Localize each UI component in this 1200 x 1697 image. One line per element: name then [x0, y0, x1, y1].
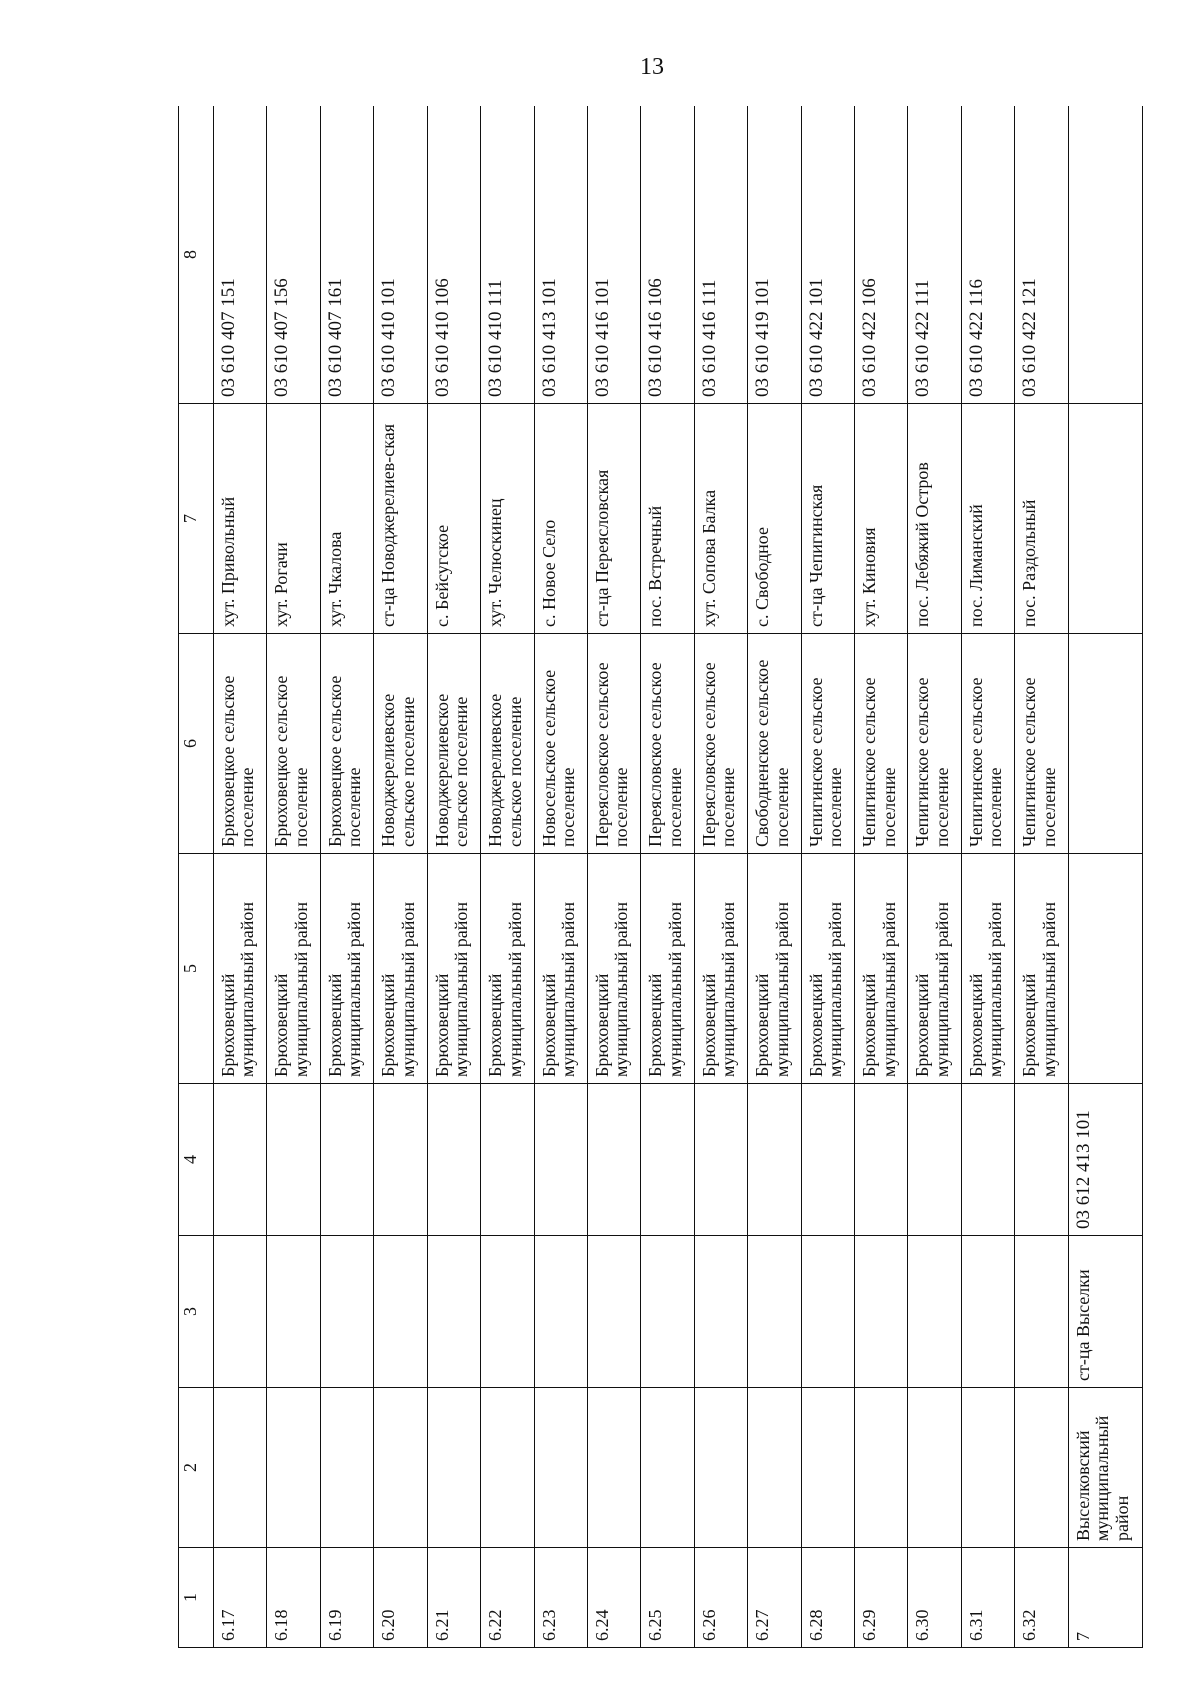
table-body [214, 106, 1143, 1648]
table-row [855, 106, 908, 1648]
settlement-cell: Переясловское сельское поселение [641, 634, 694, 854]
table-row [534, 106, 587, 1648]
locality-cell: ст-ца Чепигинская [801, 404, 854, 634]
settlement-cell: Брюховецкое сельское поселение [267, 634, 320, 854]
locality-code-cell: 03 610 407 156 [267, 106, 320, 404]
row-number-cell: 6.21 [427, 1548, 480, 1648]
municipal-district-cell: Брюховецкий муниципальный район [694, 854, 747, 1084]
locality-cell: с. Свободное [748, 404, 801, 634]
page-number: 13 [640, 54, 664, 80]
header-cell-5: 5 [179, 854, 214, 1084]
municipal-district-cell: Брюховецкий муниципальный район [534, 854, 587, 1084]
municipal-district-cell: Брюховецкий муниципальный район [320, 854, 373, 1084]
center-code-cell [587, 1084, 640, 1236]
settlement-table [178, 106, 1143, 1648]
center-cell [587, 1236, 640, 1388]
row-number-cell: 6.30 [908, 1548, 961, 1648]
header-cell-3: 3 [179, 1236, 214, 1388]
settlement-cell: Чепигинское сельское поселение [1015, 634, 1068, 854]
locality-cell: хут. Киновия [855, 404, 908, 634]
table-row [961, 106, 1014, 1648]
center-code-cell [481, 1084, 534, 1236]
municipal-district-cell [1068, 854, 1142, 1084]
locality-code-cell: 03 610 422 101 [801, 106, 854, 404]
locality-cell: ст-ца Новоджерелиев-ская [374, 404, 427, 634]
settlement-cell: Брюховецкое сельское поселение [320, 634, 373, 854]
district-cell [587, 1388, 640, 1548]
locality-cell: хут. Сопова Балка [694, 404, 747, 634]
district-cell [961, 1388, 1014, 1548]
locality-code-cell: 03 610 413 101 [534, 106, 587, 404]
district-cell [1015, 1388, 1068, 1548]
center-code-cell [1015, 1084, 1068, 1236]
locality-cell: пос. Лиманский [961, 404, 1014, 634]
header-row [179, 106, 214, 1648]
locality-cell: хут. Рогачи [267, 404, 320, 634]
row-number-cell: 6.28 [801, 1548, 854, 1648]
center-cell [641, 1236, 694, 1388]
district-cell [855, 1388, 908, 1548]
locality-code-cell: 03 610 422 111 [908, 106, 961, 404]
district-cell [374, 1388, 427, 1548]
center-cell [481, 1236, 534, 1388]
locality-code-cell: 03 610 416 111 [694, 106, 747, 404]
header-cell-2: 2 [179, 1388, 214, 1548]
row-number-cell: 6.20 [374, 1548, 427, 1648]
locality-code-cell: 03 610 422 121 [1015, 106, 1068, 404]
locality-code-cell: 03 610 416 106 [641, 106, 694, 404]
center-cell [427, 1236, 480, 1388]
row-number-cell: 6.32 [1015, 1548, 1068, 1648]
locality-cell: хут. Челюскинец [481, 404, 534, 634]
center-cell [320, 1236, 373, 1388]
settlement-cell: Новоджерелиевское сельское поселение [374, 634, 427, 854]
table-row [641, 106, 694, 1648]
center-code-cell [694, 1084, 747, 1236]
district-cell [534, 1388, 587, 1548]
center-cell [801, 1236, 854, 1388]
district-cell [908, 1388, 961, 1548]
municipal-district-cell: Брюховецкий муниципальный район [481, 854, 534, 1084]
municipal-district-cell: Брюховецкий муниципальный район [1015, 854, 1068, 1084]
district-cell: Выселковский муниципальный район [1068, 1388, 1142, 1548]
header-cell-7: 7 [179, 404, 214, 634]
district-cell [801, 1388, 854, 1548]
table-row [801, 106, 854, 1648]
rotated-table-container [178, 106, 1143, 1648]
center-code-cell [374, 1084, 427, 1236]
center-code-cell [320, 1084, 373, 1236]
row-number-cell: 6.17 [214, 1548, 267, 1648]
header-cell-6: 6 [179, 634, 214, 854]
center-code-cell [641, 1084, 694, 1236]
locality-code-cell [1068, 106, 1142, 404]
settlement-cell: Новоджерелиевское сельское поселение [481, 634, 534, 854]
settlement-cell: Переясловское сельское поселение [694, 634, 747, 854]
settlement-cell: Чепигинское сельское поселение [908, 634, 961, 854]
locality-code-cell: 03 610 410 106 [427, 106, 480, 404]
locality-cell: пос. Раздольный [1015, 404, 1068, 634]
locality-cell: пос. Лебяжий Остров [908, 404, 961, 634]
center-code-cell [427, 1084, 480, 1236]
locality-code-cell: 03 610 407 161 [320, 106, 373, 404]
row-number-cell: 7 [1068, 1548, 1142, 1648]
row-number-cell: 6.25 [641, 1548, 694, 1648]
table-row [267, 106, 320, 1648]
district-cell [641, 1388, 694, 1548]
header-cell-8: 8 [179, 106, 214, 404]
municipal-district-cell: Брюховецкий муниципальный район [801, 854, 854, 1084]
row-number-cell: 6.29 [855, 1548, 908, 1648]
row-number-cell: 6.23 [534, 1548, 587, 1648]
district-cell [427, 1388, 480, 1548]
municipal-district-cell: Брюховецкий муниципальный район [427, 854, 480, 1084]
center-cell [694, 1236, 747, 1388]
center-code-cell [908, 1084, 961, 1236]
center-cell [961, 1236, 1014, 1388]
header-cell-1: 1 [179, 1548, 214, 1648]
settlement-cell: Чепигинское сельское поселение [801, 634, 854, 854]
table-row [320, 106, 373, 1648]
center-cell [214, 1236, 267, 1388]
table-row [1068, 106, 1142, 1648]
center-cell [748, 1236, 801, 1388]
table-row [427, 106, 480, 1648]
locality-code-cell: 03 610 410 101 [374, 106, 427, 404]
locality-cell: ст-ца Переясловская [587, 404, 640, 634]
center-code-cell [855, 1084, 908, 1236]
center-code-cell [267, 1084, 320, 1236]
municipal-district-cell: Брюховецкий муниципальный район [267, 854, 320, 1084]
district-cell [267, 1388, 320, 1548]
locality-code-cell: 03 610 416 101 [587, 106, 640, 404]
municipal-district-cell: Брюховецкий муниципальный район [641, 854, 694, 1084]
settlement-cell: Чепигинское сельское поселение [855, 634, 908, 854]
locality-cell: с. Бейсугское [427, 404, 480, 634]
table-row [694, 106, 747, 1648]
center-cell [374, 1236, 427, 1388]
settlement-cell: Чепигинское сельское поселение [961, 634, 1014, 854]
municipal-district-cell: Брюховецкий муниципальный район [587, 854, 640, 1084]
header-cell-4: 4 [179, 1084, 214, 1236]
locality-cell [1068, 404, 1142, 634]
settlement-cell: Свободненское сельское поселение [748, 634, 801, 854]
district-cell [214, 1388, 267, 1548]
row-number-cell: 6.19 [320, 1548, 373, 1648]
municipal-district-cell: Брюховецкий муниципальный район [855, 854, 908, 1084]
table-row [481, 106, 534, 1648]
table-row [214, 106, 267, 1648]
table-row [748, 106, 801, 1648]
municipal-district-cell: Брюховецкий муниципальный район [748, 854, 801, 1084]
center-cell: ст-ца Выселки [1068, 1236, 1142, 1388]
table-row [374, 106, 427, 1648]
center-code-cell [748, 1084, 801, 1236]
center-cell [1015, 1236, 1068, 1388]
municipal-district-cell: Брюховецкий муниципальный район [214, 854, 267, 1084]
center-code-cell [961, 1084, 1014, 1236]
center-code-cell [534, 1084, 587, 1236]
locality-code-cell: 03 610 410 111 [481, 106, 534, 404]
settlement-cell [1068, 634, 1142, 854]
row-number-cell: 6.22 [481, 1548, 534, 1648]
locality-cell: с. Новое Село [534, 404, 587, 634]
settlement-cell: Новосельское сельское поселение [534, 634, 587, 854]
district-cell [694, 1388, 747, 1548]
district-cell [748, 1388, 801, 1548]
locality-code-cell: 03 610 407 151 [214, 106, 267, 404]
locality-code-cell: 03 610 419 101 [748, 106, 801, 404]
locality-cell: хут. Привольный [214, 404, 267, 634]
table-row [908, 106, 961, 1648]
row-number-cell: 6.26 [694, 1548, 747, 1648]
municipal-district-cell: Брюховецкий муниципальный район [908, 854, 961, 1084]
center-cell [855, 1236, 908, 1388]
district-cell [320, 1388, 373, 1548]
district-cell [481, 1388, 534, 1548]
municipal-district-cell: Брюховецкий муниципальный район [374, 854, 427, 1084]
settlement-cell: Новоджерелиевское сельское поселение [427, 634, 480, 854]
row-number-cell: 6.24 [587, 1548, 640, 1648]
locality-code-cell: 03 610 422 106 [855, 106, 908, 404]
center-code-cell [214, 1084, 267, 1236]
row-number-cell: 6.27 [748, 1548, 801, 1648]
row-number-cell: 6.31 [961, 1548, 1014, 1648]
center-cell [908, 1236, 961, 1388]
row-number-cell: 6.18 [267, 1548, 320, 1648]
settlement-cell: Брюховецкое сельское поселение [214, 634, 267, 854]
locality-cell: пос. Встречный [641, 404, 694, 634]
settlement-cell: Переясловское сельское поселение [587, 634, 640, 854]
center-cell [534, 1236, 587, 1388]
center-code-cell [801, 1084, 854, 1236]
center-cell [267, 1236, 320, 1388]
center-code-cell: 03 612 413 101 [1068, 1084, 1142, 1236]
table-row [587, 106, 640, 1648]
locality-cell: хут. Чкалова [320, 404, 373, 634]
locality-code-cell: 03 610 422 116 [961, 106, 1014, 404]
municipal-district-cell: Брюховецкий муниципальный район [961, 854, 1014, 1084]
table-row [1015, 106, 1068, 1648]
